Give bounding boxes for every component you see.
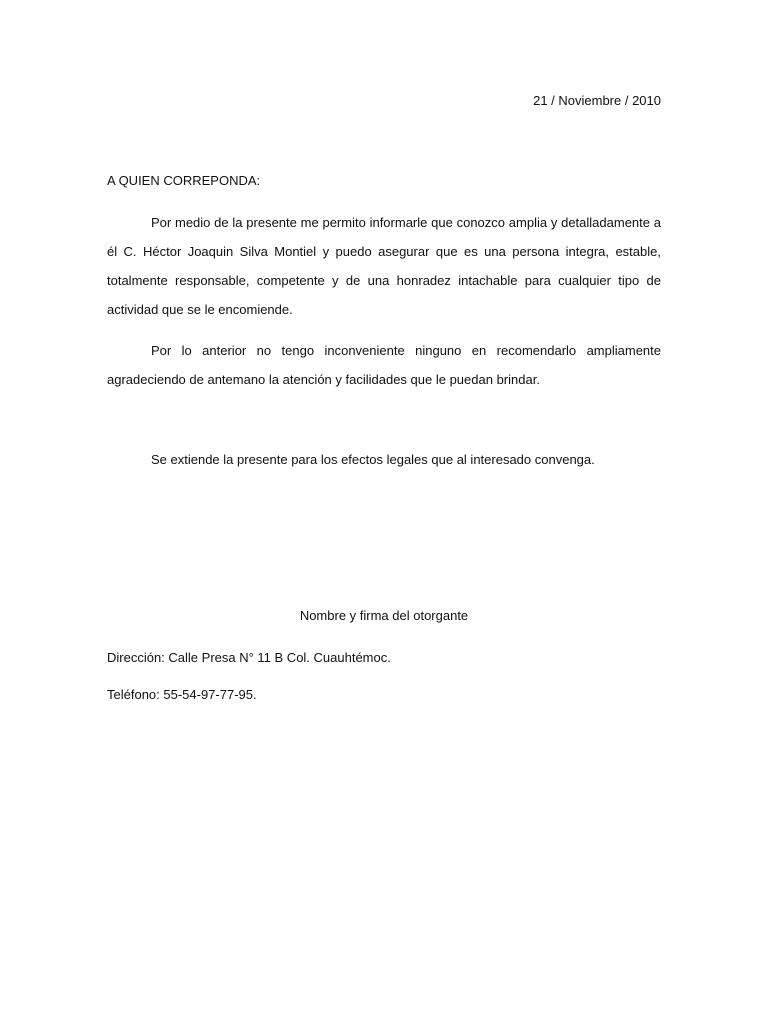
letter-paragraph-2: Por lo anterior no tengo inconveniente ninguno en recomendarlo ampliamente agradeciendo de antemano la atención y facilidades que le puedan brindar. [107, 343, 661, 387]
letter-greeting: A QUIEN CORREPONDA: [107, 173, 261, 188]
letter-paragraph-1: Por medio de la presente me permito informarle que conozco amplia y detalladamente a él C. Héctor Joaquin Silva Montiel y puedo asegurar que es una persona integra, estable, totalmente responsable, competente y de una honradez intachable para cualquier tipo de actividad que se le encomiende. [107, 215, 661, 317]
letter-date: 21 / Noviembre / 2010 [533, 93, 661, 108]
letter-paragraph-3: Se extiende la presente para los efectos legales que al interesado convenga. [151, 452, 595, 467]
sender-phone: Teléfono: 55-54-97-77-95. [107, 687, 257, 702]
sender-address: Dirección: Calle Presa N° 11 B Col. Cuauhtémoc. [107, 650, 391, 665]
signature-line: Nombre y firma del otorgante [299, 608, 469, 623]
